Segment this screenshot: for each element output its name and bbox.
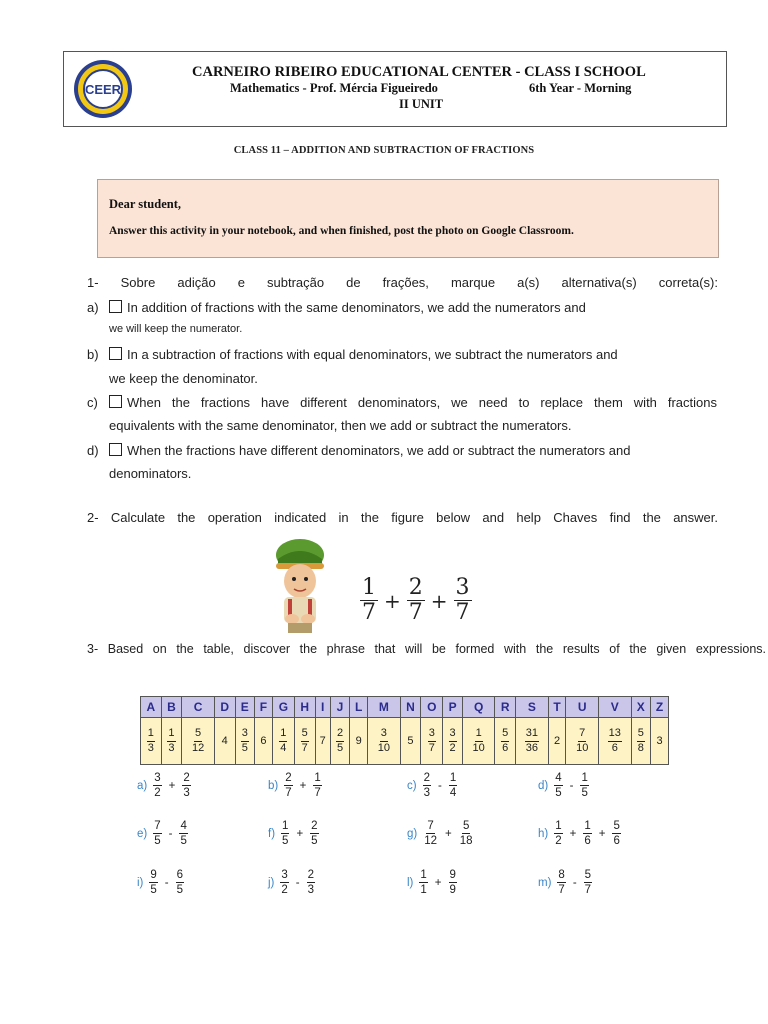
cipher-letter-o: O [421,697,443,718]
expression-d-fraction-1 [554,772,562,799]
cipher-value-b [161,718,182,765]
expression-a-fraction-2-den: 3 [183,787,190,800]
expression-b-fraction-2 [313,772,321,799]
expression-f-fraction-2-num: 2 [310,820,318,834]
q1-option-c [109,395,717,410]
expression-c-fraction-1-den: 3 [423,787,430,800]
expression-h-fraction-2 [583,820,591,847]
expression-e-fraction-2 [179,820,187,847]
expression-g-fraction-2-den: 18 [459,835,473,848]
cipher-value-u [566,718,599,765]
cipher-value-f: 6 [255,718,273,765]
expression-e-fraction-1 [153,820,161,847]
cipher-fraction-q [472,728,486,754]
expression-h-fraction-1-num: 1 [554,820,562,834]
cipher-fraction-v-num: 13 [608,728,622,742]
expression-j-fraction-2 [307,869,315,896]
expression-l-fraction-1 [419,869,427,896]
expression-c-label: c) [407,779,417,792]
q2-op-1: + [384,588,401,613]
cipher-fraction-m [377,728,391,754]
cipher-letter-r: R [495,697,516,718]
expression-b-label: b) [268,779,279,792]
cipher-letter-a: A [141,697,162,718]
course-info: Mathematics - Prof. Mércia Figueiredo [230,81,438,95]
expression-a-fraction-1-num: 3 [153,772,161,786]
expression-j-fraction-1-den: 2 [281,884,288,897]
expression-j-fraction-2-den: 3 [307,884,315,897]
q1-option-b [109,347,618,362]
expression-f-fraction-1-den: 5 [282,835,289,848]
cipher-letter-t: T [548,697,566,718]
cipher-letter-x: X [631,697,650,718]
expression-m-fraction-1 [557,869,565,896]
checkbox-d[interactable] [109,443,122,456]
cipher-fraction-p [449,728,457,754]
expression-l-fraction-1-den: 1 [420,884,427,897]
cipher-fraction-u-num: 7 [578,728,586,742]
expression-i-fraction-2-num: 6 [176,869,184,883]
expression-b-op-1: + [299,779,307,792]
cipher-value-q [462,718,495,765]
expression-d [538,772,589,799]
expression-h-fraction-2-num: 1 [583,820,591,834]
logo-text: CEER [84,82,122,97]
expression-d-fraction-2-den: 5 [581,787,588,800]
expression-b-fraction-1-num: 2 [284,772,292,786]
cipher-value-j [330,718,349,765]
cipher-fraction-v [608,728,622,754]
expression-h [538,820,621,847]
expression-d-fraction-1-num: 4 [554,772,562,786]
cipher-letter-h: H [294,697,315,718]
cipher-value-o [421,718,443,765]
expression-e-fraction-1-den: 5 [154,835,161,848]
expression-a-label: a) [137,779,148,792]
cipher-fraction-x [637,728,645,754]
expression-g-label: g) [407,827,418,840]
expression-h-fraction-3-num: 5 [612,820,620,834]
cipher-fraction-o [428,728,436,754]
cipher-value-m [368,718,401,765]
cipher-fraction-c-den: 12 [191,741,205,754]
cipher-letter-z: Z [651,697,669,718]
expression-m-fraction-1-num: 8 [557,869,565,883]
expression-a-fraction-1 [153,772,161,799]
cipher-fraction-p-den: 2 [449,741,456,754]
expression-a-fraction-2 [182,772,190,799]
cipher-value-i: 7 [315,718,330,765]
cipher-fraction-h [301,728,309,754]
expression-h-fraction-2-den: 6 [584,835,591,848]
cipher-letter-l: L [350,697,368,718]
q2-fraction-2-den: 7 [408,600,423,626]
cipher-letter-n: N [400,697,421,718]
cipher-fraction-q-num: 1 [475,728,483,742]
expression-f-fraction-2-den: 5 [311,835,318,848]
cipher-value-d: 4 [214,718,235,765]
expression-i-fraction-1-den: 5 [150,884,157,897]
expression-d-label: d) [538,779,549,792]
expression-e [137,820,188,847]
q1-option-a-line2: we will keep the numerator. [109,323,243,335]
school-logo-icon [73,59,133,119]
cipher-fraction-e-num: 3 [241,728,249,742]
cipher-letter-d: D [214,697,235,718]
chaves-character-icon [270,537,330,635]
q2-fraction-2-num: 2 [408,575,423,600]
expression-c-fraction-2-den: 4 [449,787,457,800]
expression-m-fraction-2 [584,869,592,896]
q1-option-d [109,443,630,458]
expression-d-op-1: - [569,779,574,792]
expression-l-fraction-2 [449,869,457,896]
cipher-fraction-r-den: 6 [502,741,509,754]
cipher-letter-u: U [566,697,599,718]
expression-j-fraction-1-num: 3 [280,869,288,883]
cipher-fraction-q-den: 10 [472,741,485,754]
q1-option-a [109,300,586,315]
cipher-value-z: 3 [651,718,669,765]
cipher-fraction-p-num: 3 [449,728,457,742]
expression-b [268,772,322,799]
expression-i-label: i) [137,876,144,889]
cipher-fraction-c [191,728,205,754]
expression-h-fraction-1 [554,820,562,847]
cipher-values-row [141,718,669,765]
cipher-letter-c: C [182,697,215,718]
cipher-letters-row [141,697,669,718]
expression-e-fraction-2-num: 4 [179,820,187,834]
expression-l-fraction-1-num: 1 [419,869,427,883]
cipher-fraction-r-num: 5 [501,728,509,742]
cipher-fraction-c-num: 5 [194,728,202,742]
cipher-fraction-u [575,728,589,754]
q1-option-a-label: a) [87,300,99,315]
q3-prompt: 3- Based on the table, discover the phrase that will be formed with the results of the given expressions. [87,642,766,656]
expression-a-fraction-2-num: 2 [182,772,190,786]
expression-m-fraction-2-num: 5 [584,869,592,883]
expression-f [268,820,319,847]
cipher-fraction-s-num: 31 [525,728,539,742]
cipher-fraction-e-den: 5 [241,741,248,754]
expression-e-fraction-2-den: 5 [180,835,187,848]
q2-fraction-3 [454,576,472,625]
expression-l-fraction-2-den: 9 [449,884,456,897]
cipher-value-c [182,718,215,765]
checkbox-c[interactable] [109,395,122,408]
cipher-fraction-r [501,728,509,754]
cipher-letter-e: E [235,697,254,718]
cipher-fraction-b-num: 1 [167,728,175,742]
cipher-fraction-v-den: 6 [611,741,618,754]
cipher-fraction-a-den: 3 [147,741,154,754]
expression-e-label: e) [137,827,148,840]
expression-j-op-1: - [295,876,300,889]
q1-option-d-text: When the fractions have different denominators, we add or subtract the numerators and [127,443,631,458]
cipher-letter-b: B [161,697,182,718]
cipher-fraction-e [241,728,249,754]
expression-c-fraction-1 [423,772,431,799]
cipher-letter-i: I [315,697,330,718]
expression-h-fraction-3 [612,820,620,847]
cipher-letter-s: S [516,697,549,718]
cipher-fraction-x-den: 8 [637,741,644,754]
expression-g-fraction-2-num: 5 [462,820,470,834]
expression-g-fraction-1 [423,820,438,847]
expression-m-fraction-2-den: 7 [584,884,592,897]
expression-c-op-1: - [438,779,442,792]
q2-prompt: 2- Calculate the operation indicated in the figure below and help Chaves find the answer. [87,510,718,525]
cipher-value-s [516,718,549,765]
expression-i-op-1: - [164,876,169,889]
cipher-fraction-h-num: 5 [301,728,309,742]
q2-fraction-1 [360,576,378,625]
expression-d-fraction-2-num: 1 [580,772,588,786]
cipher-value-x [631,718,650,765]
expression-a [137,772,191,799]
school-name: CARNEIRO RIBEIRO EDUCATIONAL CENTER - CLASS I SCHOOL [192,64,646,80]
cipher-letter-m: M [368,697,401,718]
q2-fraction-1-den: 7 [362,600,376,626]
expression-l-op-1: + [434,876,442,889]
expression-c-fraction-2-num: 1 [449,772,457,786]
cipher-fraction-b [167,728,175,754]
expression-g-fraction-2 [459,820,474,847]
expression-j-label: j) [268,876,275,889]
expression-e-op-1: - [168,827,173,840]
expression-c-fraction-1-num: 2 [423,772,431,786]
expression-f-label: f) [268,827,276,840]
q2-fraction-3-num: 3 [455,575,470,600]
expression-i [137,869,184,896]
expression-b-fraction-1-den: 7 [285,787,292,800]
expression-m-label: m) [538,876,552,889]
expression-i-fraction-2-den: 5 [176,884,184,897]
cipher-fraction-j-num: 2 [336,728,344,742]
q1-prompt: 1- Sobre adição e subtração de frações, marque a(s) alternativa(s) correta(s): [87,275,718,290]
q1-option-d-line2: denominators. [109,466,192,481]
q2-fraction-2 [407,576,425,625]
cipher-letter-q: Q [462,697,495,718]
year-info: 6th Year - Morning [529,81,632,95]
q2-op-2: + [430,588,448,613]
expression-e-fraction-1-num: 7 [153,820,161,834]
cipher-fraction-j [336,728,344,754]
expression-i-fraction-2 [176,869,184,896]
cipher-value-t: 2 [548,718,566,765]
expression-h-op-1: + [569,827,577,840]
cipher-letter-j: J [330,697,349,718]
cipher-value-p [443,718,462,765]
cipher-fraction-j-den: 5 [336,741,344,754]
q1-option-c-label: c) [87,395,98,410]
notice-greeting: Dear student, [109,197,181,211]
q2-fraction-1-num: 1 [362,575,376,600]
expression-i-fraction-1 [149,869,157,896]
q1-option-b-text: In a subtraction of fractions with equal denominators, we subtract the numerators and [127,347,618,362]
cipher-value-l: 9 [350,718,368,765]
expression-j-fraction-2-num: 2 [307,869,315,883]
cipher-letter-g: G [272,697,294,718]
expression-b-fraction-1 [284,772,292,799]
expression-m [538,869,592,896]
cipher-fraction-h-den: 7 [301,741,308,754]
cipher-fraction-m-num: 3 [380,728,388,742]
cipher-fraction-a [147,728,155,754]
class-title: CLASS 11 – ADDITION AND SUBTRACTION OF FRACTIONS [233,145,535,156]
cipher-fraction-g [279,728,287,754]
expression-j-fraction-1 [280,869,288,896]
cipher-fraction-g-den: 4 [280,741,287,754]
expression-g-fraction-1-den: 12 [424,835,438,848]
expression-a-fraction-1-den: 2 [154,787,161,800]
cipher-value-r [495,718,516,765]
expression-a-op-1: + [168,779,176,792]
expression-f-fraction-1 [281,820,289,847]
expression-m-fraction-1-den: 7 [558,884,565,897]
cipher-value-v [599,718,632,765]
expression-m-op-1: - [572,876,577,889]
expression-d-fraction-2 [580,772,588,799]
expression-g-fraction-1-num: 7 [426,820,434,834]
q1-option-c-line2: equivalents with the same denominator, then we add or subtract the numerators. [109,418,572,433]
q1-option-d-label: d) [87,443,99,458]
cipher-fraction-o-den: 7 [428,741,435,754]
notice-box [97,179,719,258]
q1-option-c-text: When the fractions have different denominators, we need to replace them with fractions [127,395,717,410]
cipher-fraction-a-num: 1 [147,728,155,742]
expression-f-fraction-1-num: 1 [281,820,289,834]
expression-h-label: h) [538,827,549,840]
expression-l-label: l) [407,876,414,889]
expression-b-fraction-2-num: 1 [313,772,321,786]
cipher-value-e [235,718,254,765]
expression-c-fraction-2 [449,772,457,799]
expression-g-op-1: + [445,827,452,840]
checkbox-b[interactable] [109,347,122,360]
expression-b-fraction-2-den: 7 [314,787,321,800]
expression-d-fraction-1-den: 5 [555,787,562,800]
cipher-value-a [141,718,162,765]
q1-option-b-label: b) [87,347,99,362]
expression-f-op-1: + [296,827,304,840]
q1-option-a-text: In addition of fractions with the same denominators, we add the numerators and [127,300,586,315]
expression-g [407,820,474,847]
cipher-fraction-g-num: 1 [279,728,287,742]
expression-i-fraction-1-num: 9 [149,869,157,883]
cipher-letter-f: F [255,697,273,718]
cipher-letter-v: V [599,697,632,718]
cipher-letter-p: P [443,697,462,718]
expression-c [407,772,457,799]
unit-label: II UNIT [399,97,444,111]
expression-h-fraction-1-den: 2 [555,835,562,848]
header-box [63,51,727,127]
cipher-fraction-b-den: 3 [168,741,175,754]
cipher-value-n: 5 [400,718,421,765]
cipher-fraction-x-num: 5 [637,728,645,742]
expression-l-fraction-2-num: 9 [449,869,457,883]
cipher-table [140,696,669,765]
cipher-fraction-u-den: 10 [576,741,589,754]
cipher-fraction-m-den: 10 [377,741,390,754]
expression-h-fraction-3-den: 6 [613,835,620,848]
checkbox-a[interactable] [109,300,122,313]
cipher-fraction-s-den: 36 [525,741,538,754]
expression-j [268,869,315,896]
expression-l [407,869,457,896]
expression-h-op-2: + [598,827,606,840]
expression-f-fraction-2 [310,820,318,847]
q1-option-b-line2: we keep the denominator. [109,371,258,386]
cipher-fraction-o-num: 3 [428,728,436,742]
q2-expression [360,576,472,625]
q2-fraction-3-den: 7 [455,600,470,626]
notice-instruction: Answer this activity in your notebook, and when finished, post the photo on Google Classroom. [109,225,574,237]
cipher-value-h [294,718,315,765]
cipher-value-g [272,718,294,765]
cipher-fraction-s [525,728,539,754]
